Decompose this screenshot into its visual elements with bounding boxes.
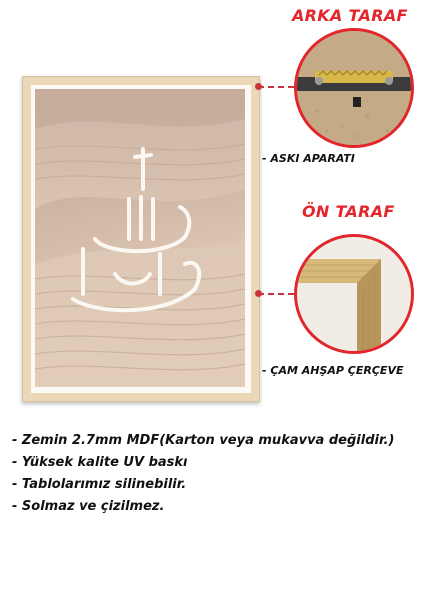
feature-item: - Zemin 2.7mm MDF(Karton veya mukavva değildir.) (12, 433, 395, 448)
frame-corner-closeup-image (294, 234, 414, 354)
framed-artwork (22, 76, 260, 402)
wood-frame-corner-icon (297, 237, 411, 351)
sand-dune-calligraphy-print (35, 89, 247, 389)
hanger-closeup-image (294, 28, 414, 148)
feature-item: - Tablolarımız silinebilir. (12, 477, 187, 492)
feature-item: - Yüksek kalite UV baskı (12, 455, 188, 470)
back-callout-label: - ASKI APARATI (262, 152, 355, 165)
back-section-title: ARKA TARAF (292, 6, 408, 25)
feature-list (12, 430, 417, 518)
front-callout-line (258, 293, 294, 295)
back-callout-line (258, 86, 294, 88)
feature-item: - Solmaz ve çizilmez. (12, 499, 165, 514)
hanger-bracket-icon (297, 31, 411, 145)
front-section-title: ÖN TARAF (302, 202, 395, 221)
front-callout-dot (255, 290, 262, 297)
back-callout-dot (255, 83, 262, 90)
front-callout-label: - ÇAM AHŞAP ÇERÇEVE (262, 364, 404, 377)
artwork-image (35, 89, 245, 387)
